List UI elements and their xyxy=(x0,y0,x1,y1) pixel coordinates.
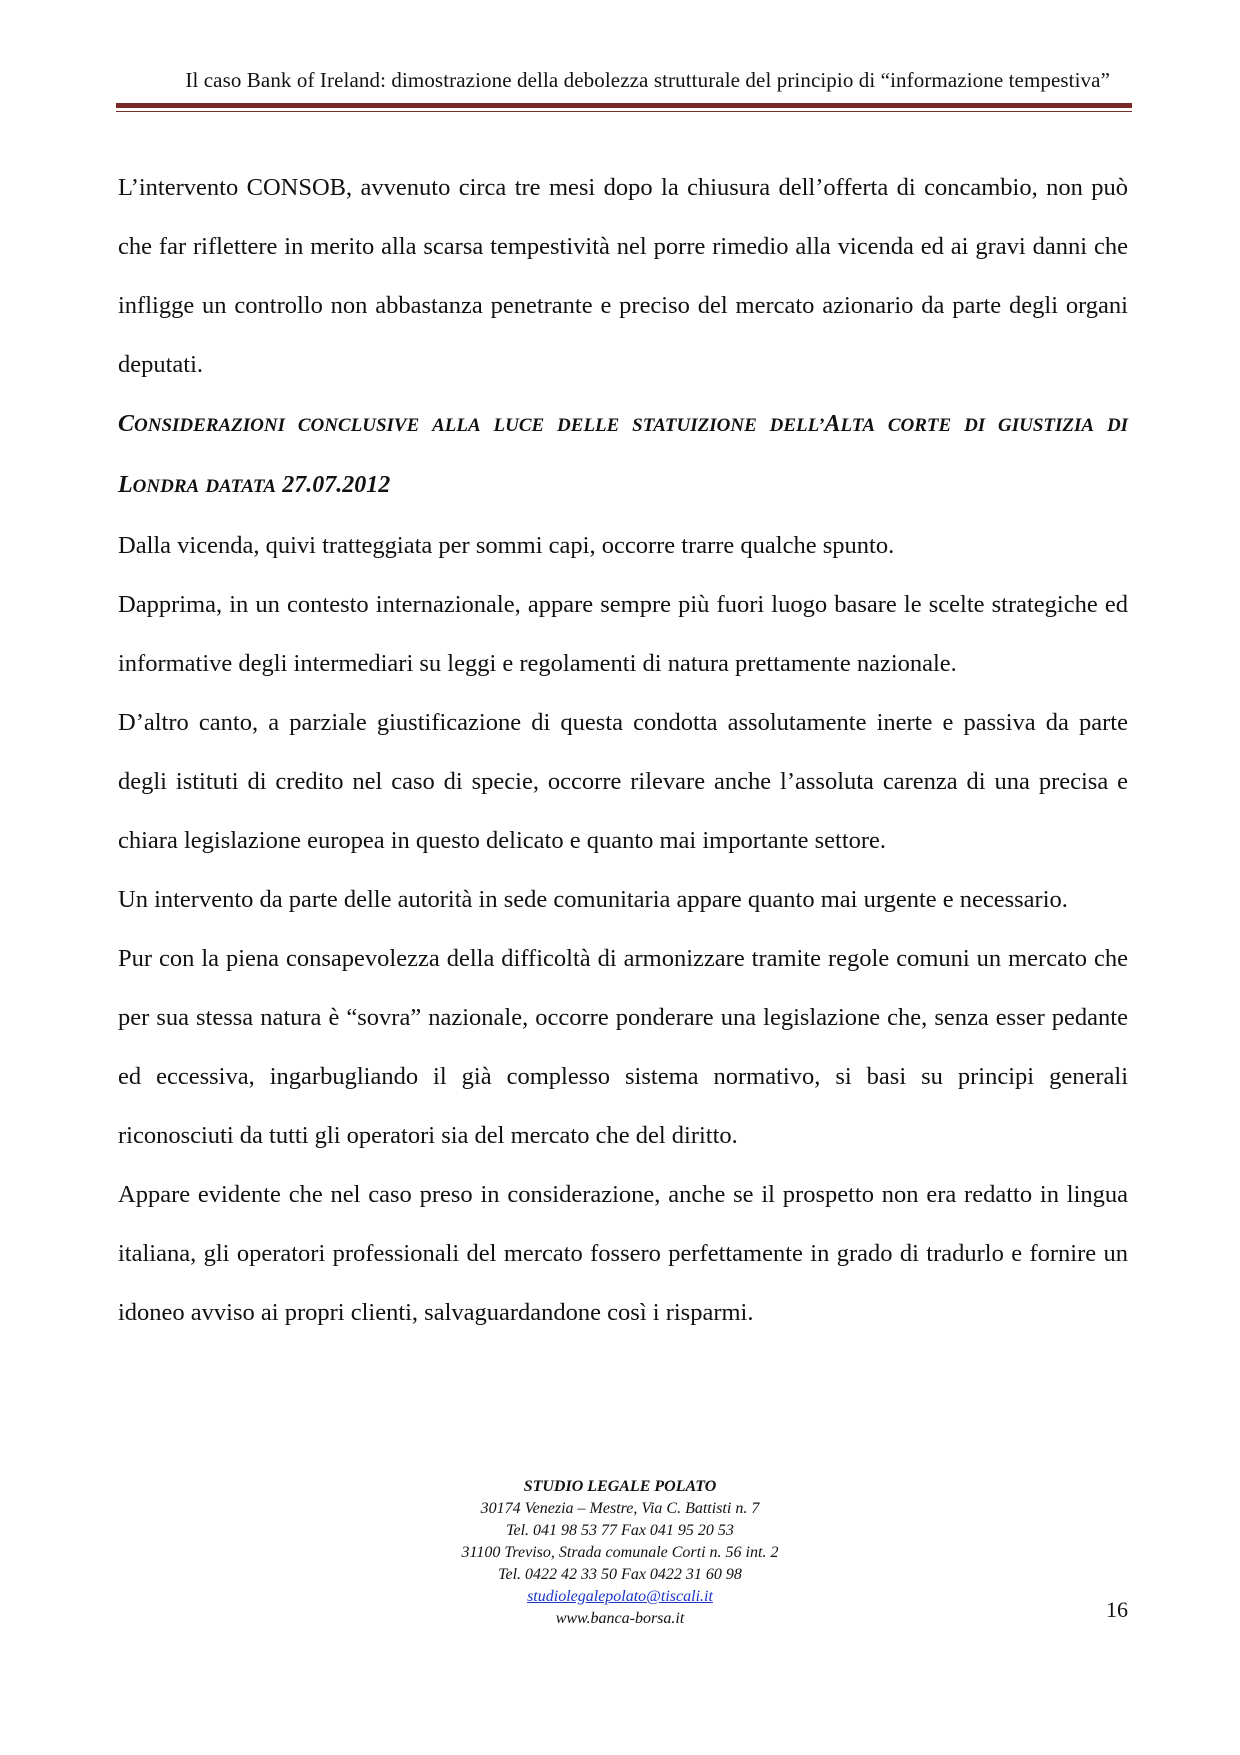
header-rule-thick xyxy=(116,103,1132,108)
paragraph-giustificazione: D’altro canto, a parziale giustificazione di questa condotta assolutamente inerte e passiva da parte degli istituti di credito nel caso di specie, occorre rilevare anche l’assoluta carenza di una precisa e chiara legislazione europea in questo delicato e quanto mai importante settore. xyxy=(118,709,1128,854)
paragraph-armonizzare: Pur con la piena consapevolezza della difficoltà di armonizzare tramite regole comuni un mercato che per sua stessa natura è “sovra” nazionale, occorre ponderare una legislazione che, senza esser pedante ed eccessiva, ingarbugliando il già complesso sistema normativo, si basi su principi generali riconosciuti da tutti gli operatori sia del mercato che del diritto. xyxy=(118,945,1128,1149)
heading-date: 27.07.2012 xyxy=(282,472,391,498)
paragraph-conclusione: Appare evidente che nel caso preso in considerazione, anche se il prospetto non era redatto in lingua italiana, gli operatori professionali del mercato fossero perfettamente in grado di tradurlo e fornire un idoneo avviso ai propri clienti, salvaguardandone così i risparmi. xyxy=(118,1181,1128,1326)
paragraph-contesto: Dapprima, in un contesto internazionale, appare sempre più fuori luogo basare le scelte strategiche ed informative degli intermediari su leggi e regolamenti di natura prettamente nazionale. xyxy=(118,591,1128,677)
footer-website: www.banca-borsa.it xyxy=(555,1610,685,1627)
section-heading: CONSIDERAZIONI CONCLUSIVE ALLA LUCE DELLE STATUIZIONE DELL’ALTA CORTE DI GIUSTIZIA DI LONDRA DATATA 27.07.2012 xyxy=(118,411,1129,498)
page-number: 16 xyxy=(1106,1597,1128,1622)
paragraph-consob: L’intervento CONSOB, avvenuto circa tre mesi dopo la chiusura dell’offerta di concambio, non può che far riflettere in merito alla scarsa tempestività nel porre rimedio alla vicenda ed ai gravi danni che infligge un controllo non abbastanza penetrante e preciso del mercato azionario da parte degli organi deputati. xyxy=(118,174,1128,378)
running-header-title: Il caso Bank of Ireland: dimostrazione della debolezza strutturale del principio di “informazione tempestiva” xyxy=(185,68,1110,92)
footer-address-treviso: 31100 Treviso, Strada comunale Corti n. 56 int. 2 xyxy=(461,1544,779,1561)
paragraph-intervento: Un intervento da parte delle autorità in sede comunitaria appare quanto mai urgente e necessario. xyxy=(118,886,1068,913)
paragraph-spunto: Dalla vicenda, quivi tratteggiata per sommi capi, occorre trarre qualche spunto. xyxy=(118,532,895,559)
footer-email-link[interactable]: studiolegalepolato@tiscali.it xyxy=(527,1588,713,1605)
footer-phone-treviso: Tel. 0422 42 33 50 Fax 0422 31 60 98 xyxy=(498,1566,742,1583)
footer xyxy=(0,1476,1240,1630)
header-rule-thin xyxy=(116,111,1132,112)
footer-firm-name: STUDIO LEGALE POLATO xyxy=(523,1478,717,1495)
body-text xyxy=(118,158,1128,1342)
footer-phone-venezia: Tel. 041 98 53 77 Fax 041 95 20 53 xyxy=(506,1522,734,1539)
footer-address-venezia: 30174 Venezia – Mestre, Via C. Battisti n. 7 xyxy=(480,1500,760,1517)
